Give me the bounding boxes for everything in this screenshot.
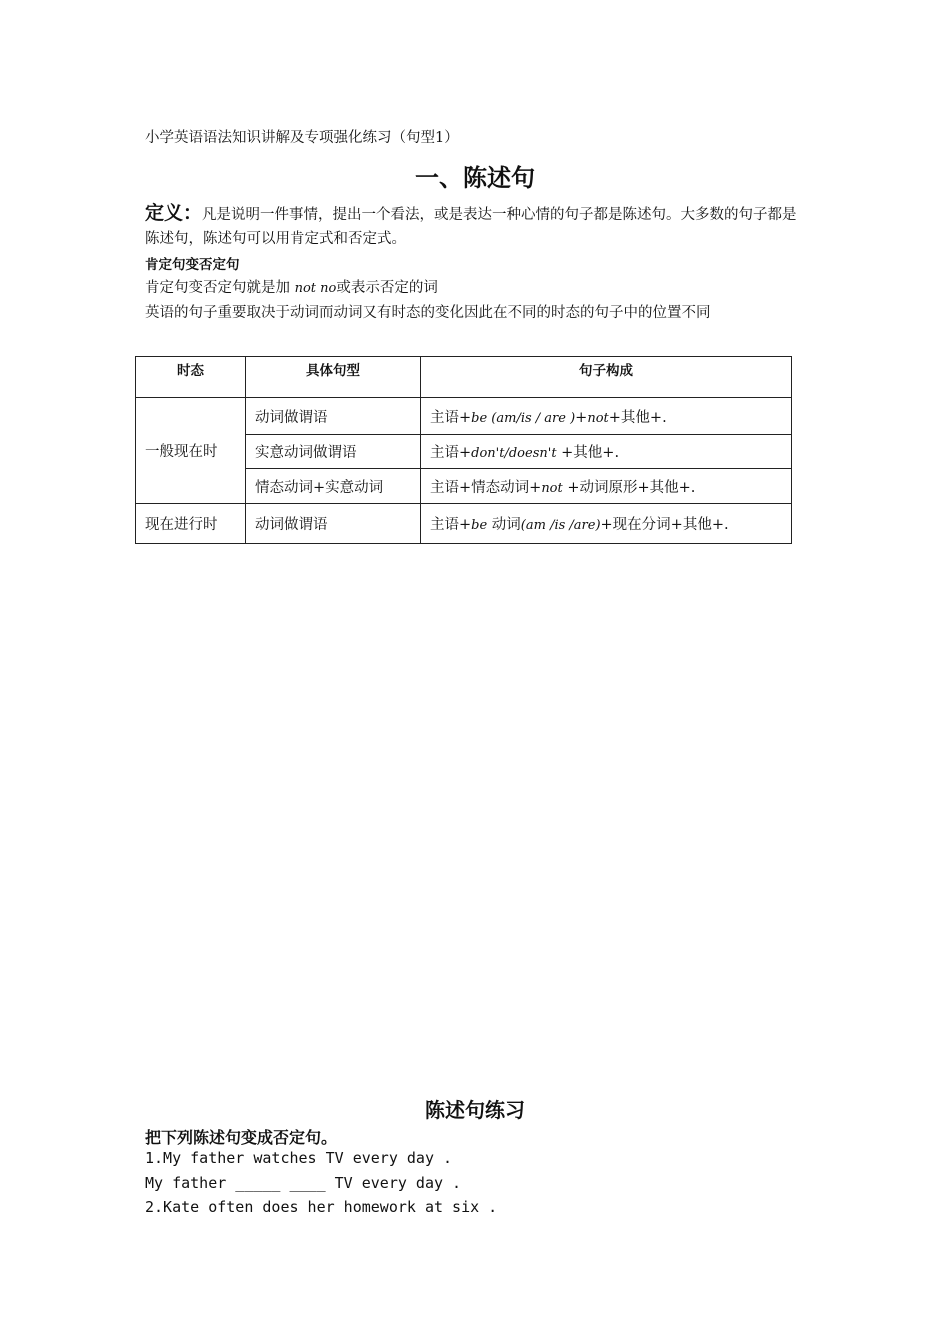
pattern-cell: 实意动词做谓语 bbox=[246, 435, 421, 469]
header-pattern: 具体句型 bbox=[246, 357, 421, 398]
section-heading: 一、陈述句 bbox=[415, 163, 535, 192]
table-header-row bbox=[136, 357, 792, 398]
practice-instruction: 把下列陈述句变成否定句。 bbox=[145, 1128, 338, 1147]
table-row bbox=[136, 504, 792, 544]
document-title: 小学英语语法知识讲解及专项强化练习（句型1） bbox=[145, 130, 459, 146]
grammar-table bbox=[135, 356, 792, 544]
verb-position-note: 英语的句子重要取决于动词而动词又有时态的变化因此在不同的时态的句子中的位置不同 bbox=[145, 305, 711, 321]
pattern-cell: 动词做谓语 bbox=[246, 398, 421, 435]
structure-cell: 主语+be 动词(am /is /are)+现在分词+其他+. bbox=[421, 504, 792, 544]
table-row bbox=[136, 398, 792, 435]
definition-paragraph bbox=[145, 201, 810, 251]
rule-keywords: not no bbox=[294, 281, 337, 296]
rule-text-before: 肯定句变否定句就是加 bbox=[145, 280, 295, 296]
definition-text: 凡是说明一件事情，提出一个看法，或是表达一种心情的句子都是陈述句。大多数的句子都是陈述句，陈述句可以用肯定式和否定式。 bbox=[145, 207, 797, 247]
exercise-line: 1.My father watches TV every day . bbox=[145, 1149, 453, 1167]
header-tense: 时态 bbox=[136, 357, 246, 398]
subheading: 肯定句变否定句 bbox=[145, 257, 240, 273]
structure-cell: 主语+情态动词+not +动词原形+其他+. bbox=[421, 469, 792, 504]
tense-cell: 一般现在时 bbox=[136, 398, 246, 504]
pattern-cell: 动词做谓语 bbox=[246, 504, 421, 544]
definition-label: 定义： bbox=[145, 202, 203, 224]
exercise-line: 2.Kate often does her homework at six . bbox=[145, 1198, 498, 1216]
negation-rule bbox=[145, 276, 438, 297]
tense-cell: 现在进行时 bbox=[136, 504, 246, 544]
structure-cell: 主语+don't/doesn't +其他+. bbox=[421, 435, 792, 469]
header-structure: 句子构成 bbox=[421, 357, 792, 398]
pattern-cell: 情态动词+实意动词 bbox=[246, 469, 421, 504]
rule-text-after: 或表示否定的词 bbox=[336, 280, 438, 296]
exercise-line: My father _____ ____ TV every day . bbox=[145, 1174, 462, 1192]
practice-heading: 陈述句练习 bbox=[425, 1098, 525, 1122]
structure-cell: 主语+be (am/is / are )+not+其他+. bbox=[421, 398, 792, 435]
